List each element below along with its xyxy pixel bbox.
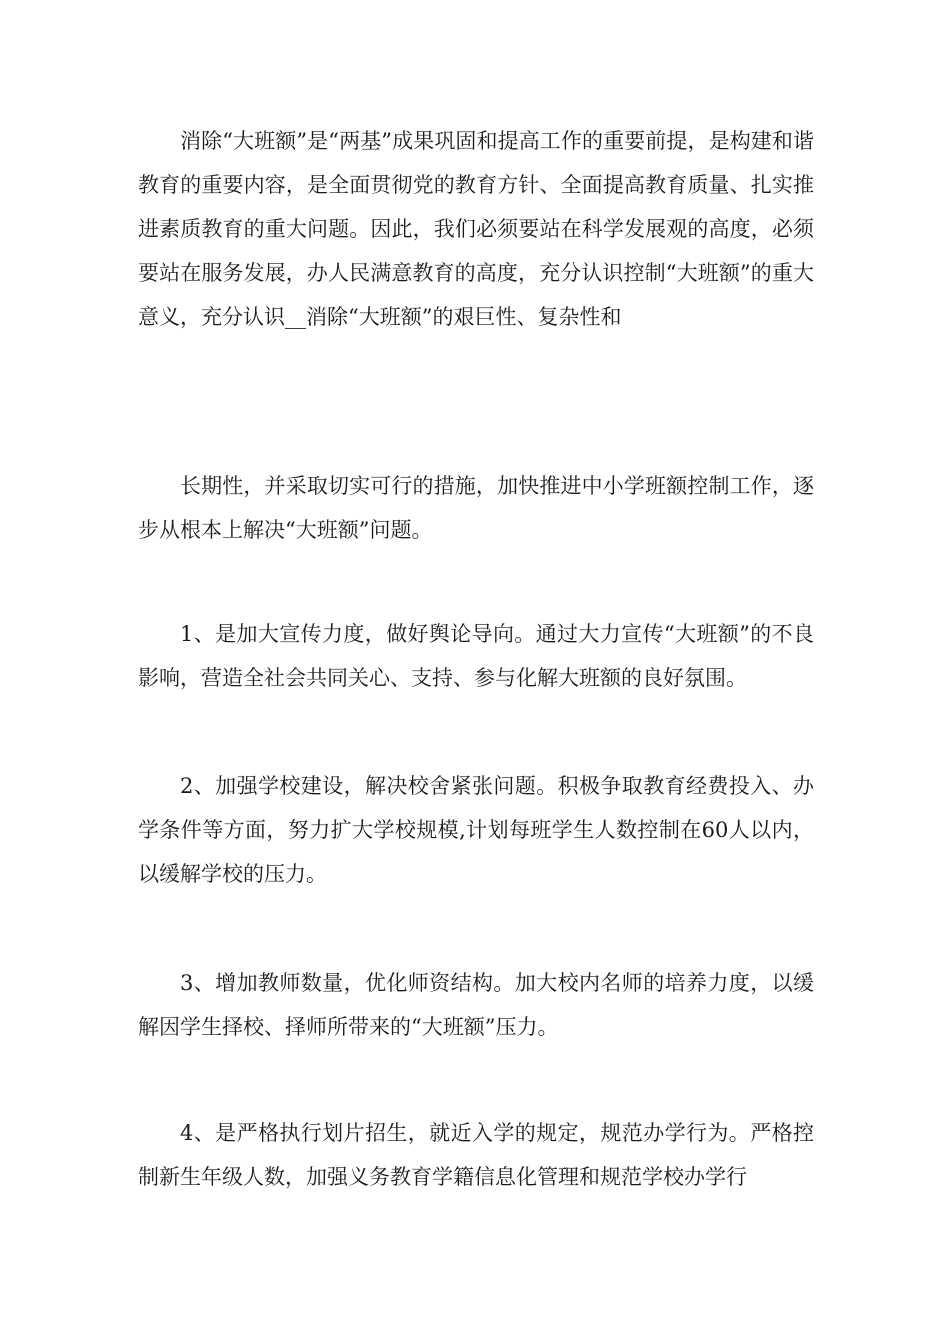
paragraph-intro: 消除“大班额”是“两基”成果巩固和提高工作的重要前提，是构建和谐教育的重要内容，是全面贯彻党的教育方针、全面提高教育质量、扎实推进素质教育的重大问题。因此，我们必须要站在科学发展观的高度，必须要站在服务发展，办人民满意教育的高度，充分认识控制“大班额”的重大意义，充分认识__消除“大班额”的艰巨性、复杂性和: [138, 129, 814, 329]
paragraph-measure-2: 2、加强学校建设，解决校舍紧张问题。积极争取教育经费投入、办学条件等方面，努力扩大学校规模,计划每班学生人数控制在60人以内，以缓解学校的压力。: [138, 774, 814, 886]
paragraph-measure-3: 3、增加教师数量，优化师资结构。加大校内名师的培养力度，以缓解因学生择校、择师所带来的“大班额”压力。: [138, 971, 814, 1039]
paragraph-continuation: 长期性，并采取切实可行的措施，加快推进中小学班额控制工作，逐步从根本上解决“大班额”问题。: [138, 474, 814, 542]
paragraph-measure-1: 1、是加大宣传力度，做好舆论导向。通过大力宣传“大班额”的不良影响，营造全社会共同关心、支持、参与化解大班额的良好氛围。: [138, 622, 814, 690]
paragraph-measure-4: 4、是严格执行划片招生，就近入学的规定，规范办学行为。严格控制新生年级人数，加强义务教育学籍信息化管理和规范学校办学行: [138, 1121, 814, 1189]
